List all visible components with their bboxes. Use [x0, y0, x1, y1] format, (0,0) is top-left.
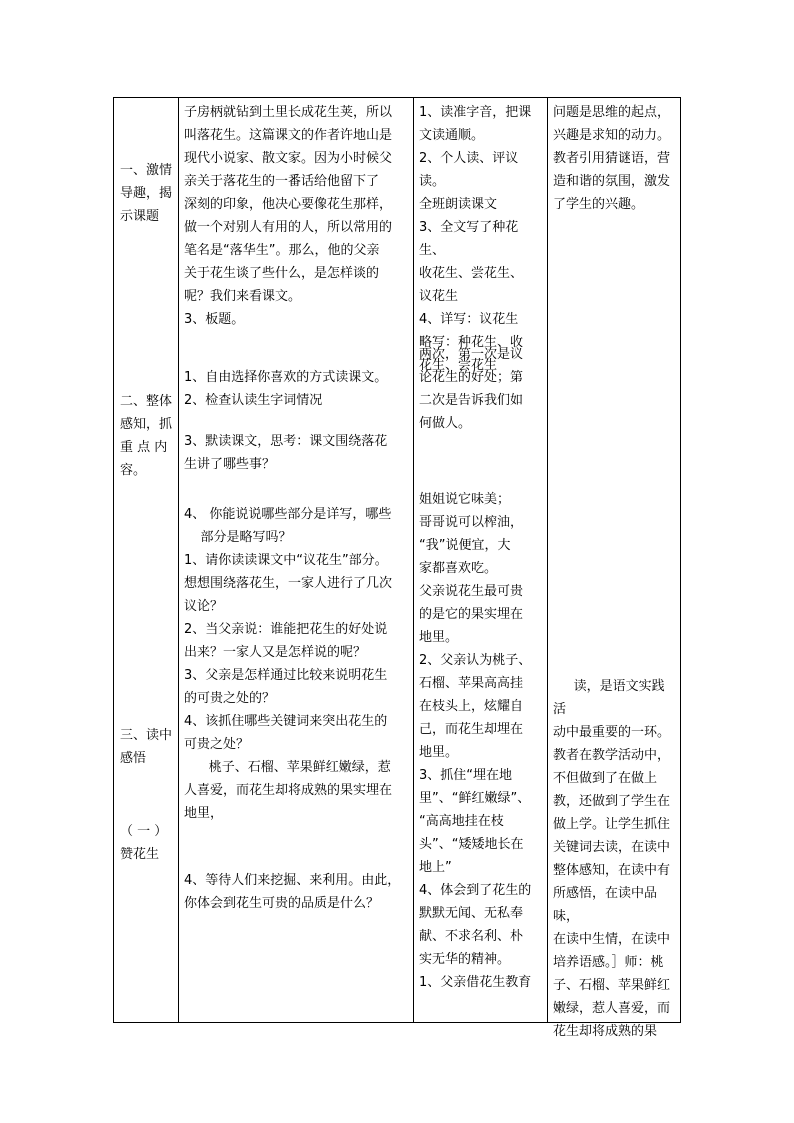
text-line: 己，而花生却埋在 — [419, 722, 524, 737]
text-line: 感知，抓 — [120, 417, 173, 432]
text-line: 何做人。 — [419, 416, 472, 431]
text-line: 论花生的好处；第 — [419, 370, 524, 385]
teaching-process-intro — [184, 101, 410, 331]
text-line: 花生却将成熟的果 — [553, 1024, 658, 1039]
teaching-process-question — [184, 430, 410, 476]
text-line: 3、父亲是怎样通过比较来说明花生 — [184, 668, 388, 683]
design-note-interest — [553, 101, 677, 216]
text-line: 现代小说家、散文家。因为小时候父 — [184, 151, 393, 166]
text-line: 家都喜欢吃。 — [419, 561, 498, 576]
text-line: 叫落花生。这篇课文的作者许地山是 — [184, 128, 393, 143]
text-line: 1、自由选择你喜欢的方式读课文。 — [184, 370, 388, 385]
text-line: 教者引用猜谜语，营 — [553, 151, 671, 166]
text-line: 4、等待人们来挖掘、来利用。由此， — [184, 873, 401, 888]
text-line: 容。 — [120, 463, 147, 478]
text-line: 部分是略写吗？ — [184, 530, 292, 545]
text-line: 献、不求名利、朴 — [419, 929, 524, 944]
text-line: 2、检查认读生字词情况 — [184, 393, 323, 408]
text-line: 子、石榴、苹果鲜红 — [553, 978, 671, 993]
section-3-subheading — [120, 820, 175, 866]
text-line: 问题是思维的起点， — [553, 105, 671, 120]
text-line: 做上学。让学生抓住 — [553, 817, 671, 832]
text-line: 教者在教学活动中， — [553, 748, 671, 763]
text-line: 读，是语文实践活 — [553, 679, 665, 717]
text-line: 示课题 — [120, 209, 160, 224]
text-line: 3、抓住“埋在地 — [419, 768, 513, 783]
text-line: 一、激情 — [120, 163, 173, 178]
text-line: 赞花生 — [120, 847, 160, 862]
text-line: 所感悟，在读中品味， — [553, 886, 658, 924]
text-line: 在枝头上，炫耀自 — [419, 699, 524, 714]
text-line: 2、当父亲说：谁能把花生的好处说 — [184, 622, 388, 637]
text-line: 花生、尝花生 — [419, 358, 498, 373]
text-line: 可贵之处？ — [184, 737, 250, 752]
text-line: 实无华的精神。 — [419, 952, 511, 967]
text-line: 3、全文写了种花生、 — [419, 220, 519, 258]
text-line: 做一个对别人有用的人，所以常用的 — [184, 220, 393, 235]
text-line: 姐姐说它味美； — [419, 492, 511, 507]
text-line: 地上” — [419, 860, 452, 875]
text-line: 2、父亲认为桃子、 — [419, 653, 532, 668]
text-line: 3、板题。 — [184, 312, 245, 327]
text-line: 文读通顺。 — [419, 128, 485, 143]
text-line: 3、默读课文，思考：课文围绕落花 — [184, 434, 388, 449]
text-line: 的是它的果实埋在 — [419, 607, 524, 622]
student-activity-reading — [419, 101, 544, 377]
text-line: 子房柄就钻到土里长成花生荚，所以 — [184, 105, 393, 120]
text-line: 里”、“鲜红嫩绿”、 — [419, 791, 531, 806]
column-divider-2 — [413, 98, 414, 1022]
text-line: 默默无闻、无私奉 — [419, 906, 524, 921]
text-line: 地里， — [184, 806, 224, 821]
text-line: 在读中生情，在读中 — [553, 932, 671, 947]
text-line: 头”、“矮矮地长在 — [419, 837, 524, 852]
column-divider-3 — [547, 98, 548, 1022]
text-line: 兴趣是求知的动力。 — [553, 128, 671, 143]
text-line: 造和谐的氛围，激发 — [553, 174, 671, 189]
text-line: 不但做到了在做上 — [553, 771, 658, 786]
text-line: 4、 你能说说哪些部分是详写，哪些 — [184, 507, 392, 522]
text-line: 石榴、苹果高高挂 — [419, 676, 524, 691]
text-line: 略写：种花生、收 — [419, 335, 524, 350]
text-line: 议论？ — [184, 599, 224, 614]
text-line: 你体会到花生可贵的品质是什么？ — [184, 896, 380, 911]
student-activity-responses — [419, 488, 544, 994]
text-line: 的可贵之处的？ — [184, 691, 276, 706]
teaching-process-conclusion — [184, 869, 410, 915]
student-activity-answer — [419, 343, 544, 435]
text-line: 深刻的印象，他决心要像花生那样， — [184, 197, 393, 212]
teaching-process-discussion — [184, 503, 410, 825]
text-line: 笔名是“落华生”。那么，他的父亲 — [184, 243, 380, 258]
text-line: 想想围绕落花生，一家人进行了几次 — [184, 576, 393, 591]
text-line: 2、个人读、评议读。 — [419, 151, 519, 189]
text-line: 关键词去读，在读中 — [553, 840, 671, 855]
text-line: 感悟 — [120, 751, 147, 766]
section-1-heading — [120, 159, 175, 228]
text-line: 地里。 — [419, 745, 459, 760]
text-line: 4、该抓住哪些关键词来突出花生的 — [184, 714, 388, 729]
text-line: “我”说便宜，大 — [419, 538, 511, 553]
text-line: 1、读准字音，把课 — [419, 105, 532, 120]
text-line: 二、整体 — [120, 394, 173, 409]
text-line: 培养语感。］师：桃 — [553, 955, 664, 970]
text-line: 人喜爱，而花生却将成熟的果实埋在 — [184, 783, 393, 798]
text-line: “高高地挂在枝 — [419, 814, 504, 829]
text-line: 4、体会到了花生的 — [419, 883, 532, 898]
text-line: 1、请你读读课文中“议花生”部分。 — [184, 553, 388, 568]
text-line: 桃子、石榴、苹果鲜红嫩绿，惹 — [184, 760, 391, 775]
text-line: 议花生 — [419, 289, 459, 304]
text-line: 亲关于落花生的一番话给他留下了 — [184, 174, 380, 189]
section-2-heading — [120, 390, 175, 482]
text-line: 整体感知，在读中有 — [553, 863, 671, 878]
text-line: 生讲了哪些事？ — [184, 457, 276, 472]
text-line: 全班朗读课文 — [419, 197, 498, 212]
section-3-heading — [120, 724, 175, 770]
text-line: 重 点 内 — [120, 440, 168, 455]
text-line: 出来？一家人又是怎样说的呢？ — [184, 645, 367, 660]
text-line: 地里。 — [419, 630, 459, 645]
text-line: 呢？我们来看课文。 — [184, 289, 302, 304]
lesson-plan-table — [113, 97, 681, 1039]
text-line: 收花生、尝花生、 — [419, 266, 524, 281]
text-line: 动中最重要的一环。 — [553, 725, 671, 740]
text-line: 了学生的兴趣。 — [553, 197, 645, 212]
text-line: 1、父亲借花生教育 — [419, 975, 532, 990]
text-line: 父亲说花生最可贵 — [419, 584, 524, 599]
text-line: 二次是告诉我们如 — [419, 393, 524, 408]
column-divider-1 — [178, 98, 179, 1022]
text-line: 哥哥说可以榨油， — [419, 515, 524, 530]
text-line: 4、详写：议花生 — [419, 312, 519, 327]
text-line: 教，还做到了学生在 — [553, 794, 671, 809]
text-line: 导趣，揭 — [120, 186, 173, 201]
text-line: 三、读中 — [120, 728, 173, 743]
design-note-reading — [553, 675, 677, 1043]
teaching-process-overview — [184, 366, 410, 412]
text-line: 嫩绿，惹人喜爱，而 — [553, 1001, 671, 1016]
text-line: 两次，第一次是议 — [419, 347, 524, 362]
text-line: （ 一 ） — [120, 824, 168, 839]
text-line: 关于花生谈了些什么，是怎样谈的 — [184, 266, 380, 281]
